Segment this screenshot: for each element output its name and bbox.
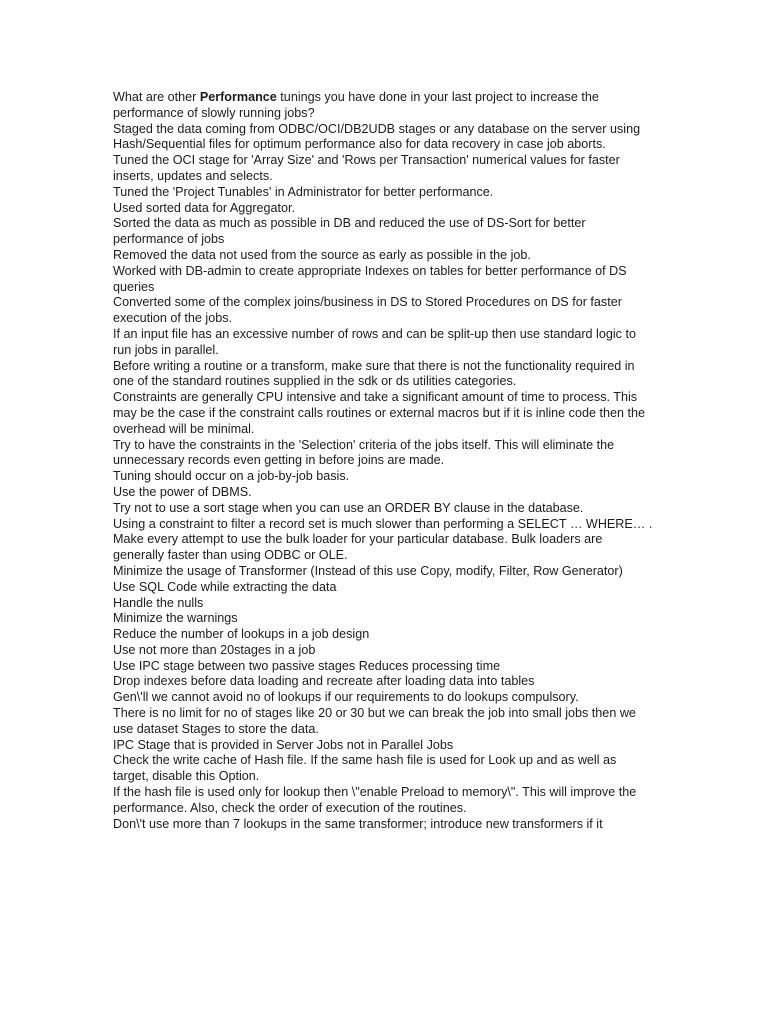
- paragraph: Use IPC stage between two passive stages Reduces processing time: [113, 658, 501, 673]
- paragraph: Tuning should occur on a job-by-job basis.: [113, 469, 350, 484]
- paragraph: Use not more than 20stages in a job: [113, 642, 316, 657]
- paragraph: Use the power of DBMS.: [113, 484, 252, 499]
- paragraph: Constraints are generally CPU intensive and take a significant amount of time to process. This may be the case if the constraint calls routines or external macros but if it is inline code then the overhead will be minimal.: [113, 390, 646, 436]
- paragraph: Minimize the usage of Transformer (Instead of this use Copy, modify, Filter, Row Generator): [113, 563, 623, 578]
- paragraph: Minimize the warnings: [113, 611, 238, 626]
- paragraph: IPC Stage that is provided in Server Jobs not in Parallel Jobs: [113, 737, 454, 752]
- paragraph: Handle the nulls: [113, 595, 204, 610]
- paragraph: Staged the data coming from ODBC/OCI/DB2UDB stages or any database on the server using Hash/Sequential files for optimum performance also for data recovery in case job aborts.: [113, 121, 641, 152]
- paragraph: Using a constraint to filter a record set is much slower than performing a SELECT … WHERE… .: [113, 516, 653, 531]
- paragraph: Don\'t use more than 7 lookups in the same transformer; introduce new transformers if it: [113, 816, 603, 831]
- paragraph: Make every attempt to use the bulk loader for your particular database. Bulk loaders are generally faster than using ODBC or OLE.: [113, 532, 603, 563]
- paragraph: There is no limit for no of stages like 20 or 30 but we can break the job into small jobs then we use dataset Stages to store the data.: [113, 706, 636, 736]
- paragraph: Check the write cache of Hash file. If the same hash file is used for Look up and as well as target, disable this Option.: [113, 753, 617, 784]
- question-paragraph: [113, 90, 653, 122]
- paragraph: Used sorted data for Aggregator.: [113, 200, 296, 215]
- paragraph: Tuned the 'Project Tunables' in Administrator for better performance.: [113, 184, 494, 199]
- paragraph: Try to have the constraints in the 'Selection' criteria of the jobs itself. This will eliminate the unnecessary records even getting in before joins are made.: [113, 437, 615, 468]
- document-body: [113, 90, 653, 832]
- paragraph: Converted some of the complex joins/business in DS to Stored Procedures on DS for faster execution of the jobs.: [113, 295, 622, 326]
- paragraph: Before writing a routine or a transform, make sure that there is not the functionality required in one of the standard routines supplied in the sdk or ds utilities categories.: [113, 358, 635, 389]
- question-prefix: What are other: [113, 90, 200, 104]
- question-suffix: tunings you have done in your last project to increase the performance of slowly running jobs?: [113, 90, 599, 120]
- paragraph: Worked with DB-admin to create appropriate Indexes on tables for better performance of DS queries: [113, 263, 627, 294]
- paragraph: Reduce the number of lookups in a job design: [113, 627, 370, 642]
- paragraph: Gen\'ll we cannot avoid no of lookups if our requirements to do lookups compulsory.: [113, 690, 579, 705]
- paragraph: If an input file has an excessive number of rows and can be split-up then use standard logic to run jobs in parallel.: [113, 326, 636, 357]
- paragraph: Removed the data not used from the source as early as possible in the job.: [113, 247, 531, 262]
- paragraph: If the hash file is used only for lookup then \"enable Preload to memory\". This will improve the performance. Also, check the order of execution of the routines.: [113, 785, 637, 815]
- paragraph: Sorted the data as much as possible in DB and reduced the use of DS-Sort for better performance of jobs: [113, 216, 586, 247]
- paragraph: Try not to use a sort stage when you can use an ORDER BY clause in the database.: [113, 500, 584, 515]
- paragraph: Drop indexes before data loading and recreate after loading data into tables: [113, 674, 535, 689]
- paragraph: Tuned the OCI stage for 'Array Size' and 'Rows per Transaction' numerical values for faster inserts, updates and selects.: [113, 153, 620, 183]
- paragraph: Use SQL Code while extracting the data: [113, 579, 337, 594]
- question-bold-term: Performance: [199, 90, 277, 104]
